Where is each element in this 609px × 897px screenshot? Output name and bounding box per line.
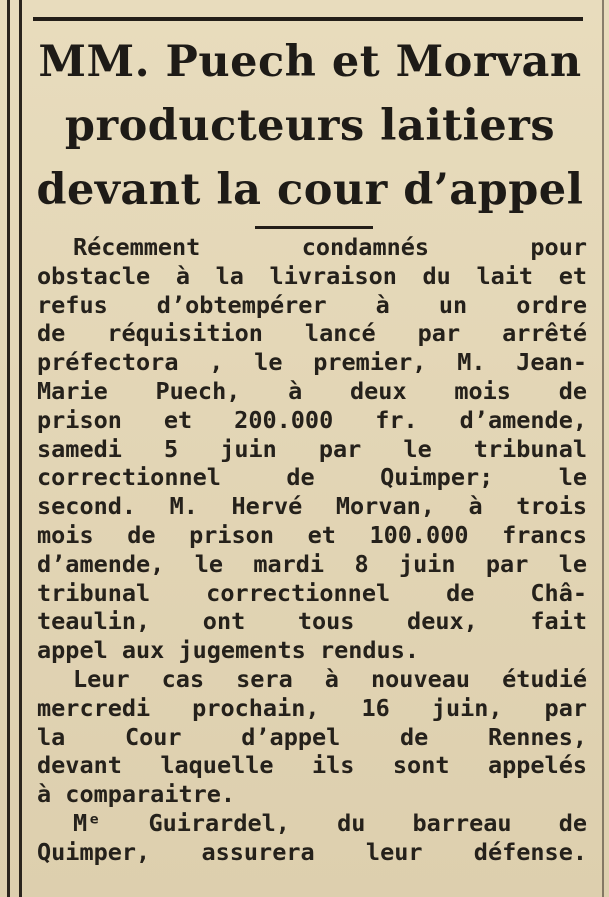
article-line: correctionnel de Quimper; le: [37, 463, 587, 492]
headline-separator-rule: [255, 226, 373, 229]
article-line: samedi 5 juin par le tribunal: [37, 434, 587, 463]
article-line: mercredi prochain, 16 juin, par: [37, 693, 587, 722]
article-line: de réquisition lancé par arrêté: [37, 319, 587, 348]
headline-line-2: producteurs laitiers: [64, 101, 556, 151]
column-rule-left-outer: [7, 0, 10, 897]
article-line: teaulin, ont tous deux, fait: [37, 607, 587, 636]
article-line: obstacle à la livraison du lait et: [37, 261, 587, 290]
article-line: Récemment condamnés pour: [73, 233, 587, 261]
column-rule-left-inner: [19, 0, 22, 897]
top-rule: [33, 17, 583, 21]
article-line: d’amende, le mardi 8 juin par le: [37, 549, 587, 578]
article-line: appel aux jugements rendus.: [37, 636, 420, 665]
article-line: la Cour d’appel de Rennes,: [37, 722, 587, 751]
article-line: prison et 200.000 fr. d’amende,: [37, 405, 587, 434]
headline: [30, 30, 590, 222]
article-body: [37, 233, 587, 867]
article-line: à comparaitre.: [37, 780, 236, 809]
article-line: préfectora , le premier, M. Jean-: [37, 348, 587, 377]
article-line: refus d’obtempérer à un ordre: [37, 290, 587, 319]
article-line: Mᵉ Guirardel, du barreau de: [73, 808, 587, 837]
article-line: Quimper, assurera leur défense.: [37, 837, 587, 866]
article-line: mois de prison et 100.000 francs: [37, 520, 587, 549]
article-line: devant laquelle ils sont appelés: [37, 751, 587, 780]
article-line: Marie Puech, à deux mois de: [37, 376, 587, 405]
article-line: second. M. Hervé Morvan, à trois: [37, 492, 587, 521]
article-line: Leur cas sera à nouveau étudié: [73, 664, 587, 693]
article-line: tribunal correctionnel de Châ-: [37, 578, 587, 607]
headline-line-3: devant la cour d’appel: [36, 165, 584, 215]
headline-line-1: MM. Puech et Morvan: [38, 37, 582, 87]
column-rule-right: [602, 0, 604, 897]
